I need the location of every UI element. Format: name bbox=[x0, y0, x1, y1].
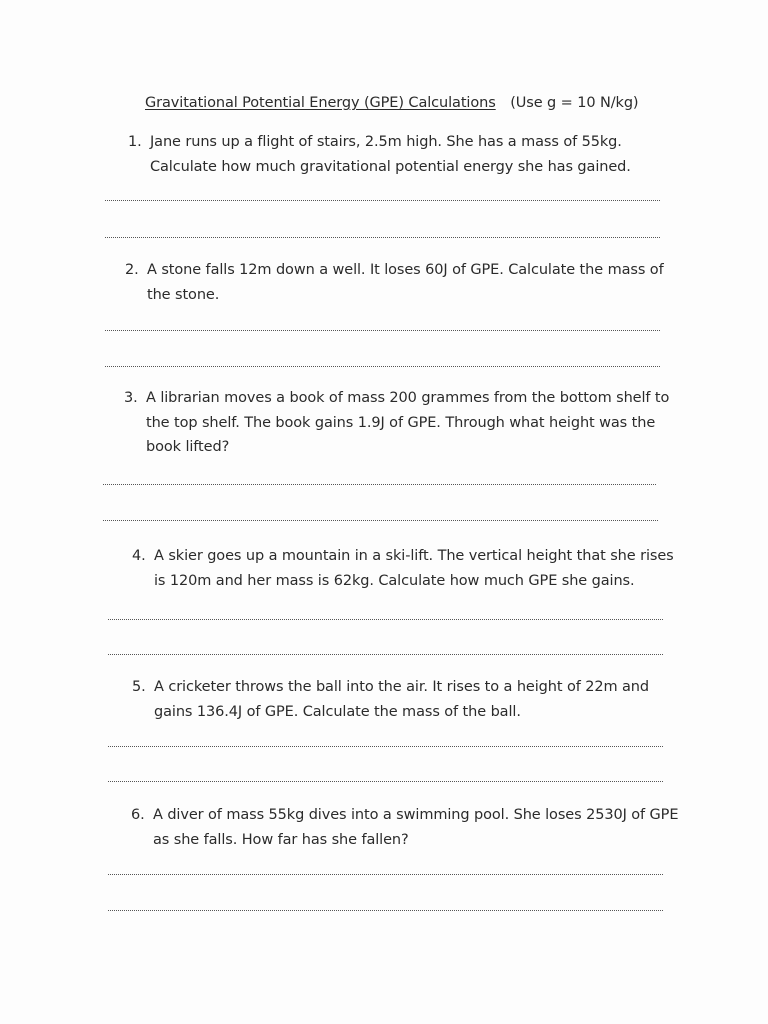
answer-line[interactable] bbox=[108, 910, 663, 911]
worksheet-title-row bbox=[145, 95, 638, 111]
answer-line[interactable] bbox=[105, 200, 660, 201]
question-6 bbox=[131, 803, 679, 852]
answer-line[interactable] bbox=[105, 330, 660, 331]
question-2 bbox=[125, 258, 664, 307]
question-number: 1. bbox=[128, 134, 142, 150]
question-text-line: the stone. bbox=[147, 286, 220, 303]
answer-line[interactable] bbox=[108, 874, 663, 875]
answer-line[interactable] bbox=[108, 619, 663, 620]
question-number: 4. bbox=[132, 548, 146, 564]
question-text-line: A librarian moves a book of mass 200 grammes from the bottom shelf to bbox=[146, 390, 670, 406]
answer-line[interactable] bbox=[108, 654, 663, 655]
question-text-line: Calculate how much gravitational potential energy she has gained. bbox=[150, 158, 631, 175]
question-text-line: is 120m and her mass is 62kg. Calculate how much GPE she gains. bbox=[154, 572, 635, 589]
question-number: 3. bbox=[124, 390, 138, 406]
worksheet-title: Gravitational Potential Energy (GPE) Calculations bbox=[145, 95, 496, 111]
question-4 bbox=[132, 544, 674, 593]
answer-line[interactable] bbox=[103, 520, 658, 521]
question-text-line: A stone falls 12m down a well. It loses 60J of GPE. Calculate the mass of bbox=[147, 262, 664, 278]
question-text-line: A cricketer throws the ball into the air. It rises to a height of 22m and bbox=[154, 679, 650, 695]
answer-line[interactable] bbox=[105, 366, 660, 367]
answer-line[interactable] bbox=[103, 484, 656, 485]
question-text-line: A skier goes up a mountain in a ski-lift. The vertical height that she rises bbox=[154, 548, 674, 564]
question-text-line: A diver of mass 55kg dives into a swimming pool. She loses 2530J of GPE bbox=[153, 807, 679, 823]
question-number: 5. bbox=[132, 679, 146, 695]
question-number: 2. bbox=[125, 262, 139, 278]
question-5 bbox=[132, 675, 650, 724]
question-text-line: Jane runs up a flight of stairs, 2.5m high. She has a mass of 55kg. bbox=[150, 134, 622, 150]
question-1 bbox=[128, 130, 631, 179]
question-text-line: as she falls. How far has she fallen? bbox=[153, 831, 409, 848]
answer-line[interactable] bbox=[108, 781, 663, 782]
question-number: 6. bbox=[131, 807, 145, 823]
answer-line[interactable] bbox=[108, 746, 663, 747]
question-3 bbox=[124, 386, 670, 460]
gravity-note: (Use g = 10 N/kg) bbox=[510, 95, 639, 111]
answer-line[interactable] bbox=[105, 237, 660, 238]
question-text-line: book lifted? bbox=[146, 439, 230, 455]
question-text-line: the top shelf. The book gains 1.9J of GPE. Through what height was the bbox=[146, 414, 656, 431]
question-text-line: gains 136.4J of GPE. Calculate the mass of the ball. bbox=[154, 703, 521, 720]
